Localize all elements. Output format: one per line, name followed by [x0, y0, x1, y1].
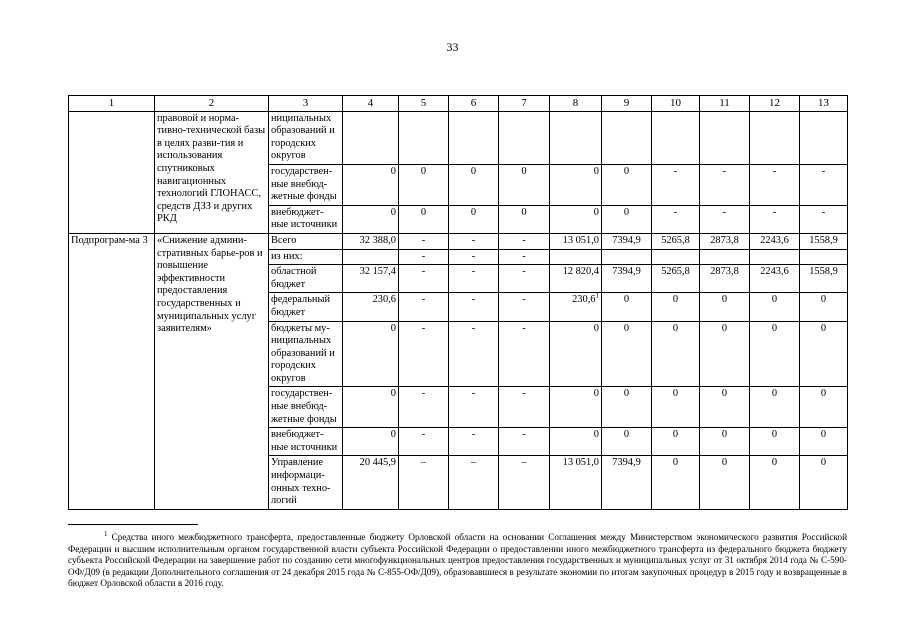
value-text: - — [421, 429, 426, 441]
funding-source-label: Всего — [269, 233, 343, 249]
footnote-reference: 1 — [595, 292, 599, 300]
value-text: 20 445,9 — [359, 457, 396, 469]
value-cell — [800, 321, 848, 387]
value-text: 0 — [672, 457, 679, 469]
value-cell — [800, 233, 848, 249]
value-cell — [700, 233, 750, 249]
value-text: 0 — [771, 457, 778, 469]
page-number: 33 — [446, 40, 459, 54]
value-cell — [343, 387, 399, 428]
column-number-4: 4 — [343, 96, 399, 112]
value-text: - — [673, 206, 678, 218]
value-cell — [449, 387, 499, 428]
value-text: - — [421, 250, 426, 262]
value-cell — [800, 428, 848, 456]
value-text: 0 — [623, 294, 630, 306]
value-text: - — [522, 250, 526, 262]
value-text: 0 — [390, 206, 396, 218]
value-text: 7394,9 — [612, 266, 641, 278]
value-text: 230,6 — [572, 294, 596, 306]
value-cell — [343, 321, 399, 387]
value-cell — [800, 293, 848, 321]
value-text: 2873,8 — [710, 266, 739, 278]
value-text: - — [471, 250, 476, 262]
value-cell — [602, 456, 652, 509]
value-cell — [550, 387, 602, 428]
continuation-program-cell — [69, 111, 155, 233]
value-text: 0 — [820, 388, 827, 400]
value-text: 0 — [820, 429, 827, 441]
value-text: 0 — [672, 294, 679, 306]
value-cell — [499, 111, 550, 164]
value-cell — [399, 205, 449, 233]
value-cell — [652, 428, 700, 456]
column-number-6: 6 — [449, 96, 499, 112]
value-cell — [800, 456, 848, 509]
value-text: 32 157,4 — [359, 266, 396, 278]
value-cell — [652, 387, 700, 428]
column-number-2: 2 — [155, 96, 269, 112]
value-cell — [499, 293, 550, 321]
funding-source-label: внебюджет-ные источники — [269, 428, 343, 456]
value-cell — [399, 321, 449, 387]
value-text: 7394,9 — [612, 457, 641, 469]
value-cell — [652, 111, 700, 164]
value-text: - — [722, 165, 727, 177]
funding-source-label: государствен-ные внебюд-жетные фонды — [269, 164, 343, 205]
funding-source-label: из них: — [269, 249, 343, 265]
value-cell — [449, 321, 499, 387]
value-cell — [343, 111, 399, 164]
value-text: 0 — [470, 165, 477, 177]
value-cell — [399, 249, 449, 265]
value-text: 0 — [771, 322, 778, 334]
value-cell — [800, 205, 848, 233]
value-cell — [399, 428, 449, 456]
value-text: - — [821, 165, 826, 177]
value-cell — [602, 321, 652, 387]
value-cell — [449, 111, 499, 164]
value-cell — [700, 387, 750, 428]
value-cell — [449, 249, 499, 265]
value-cell — [399, 233, 449, 249]
value-cell — [550, 428, 602, 456]
value-cell — [550, 111, 602, 164]
value-text: 13 051,0 — [562, 234, 599, 246]
value-text: 0 — [470, 206, 477, 218]
value-cell — [700, 164, 750, 205]
value-cell — [449, 265, 499, 293]
value-text: 0 — [721, 457, 728, 469]
value-text: - — [722, 206, 727, 218]
value-cell — [652, 265, 700, 293]
value-cell — [499, 164, 550, 205]
value-text: 0 — [593, 165, 599, 177]
value-cell — [550, 249, 602, 265]
value-text: - — [471, 234, 476, 246]
value-text: 7394,9 — [612, 234, 641, 246]
column-number-row — [69, 96, 848, 112]
funding-source-label: Управление информаци-онных техно-логий — [269, 456, 343, 509]
value-text: - — [522, 322, 526, 334]
value-text: - — [522, 388, 526, 400]
value-text: - — [522, 294, 526, 306]
footnote — [68, 529, 847, 590]
value-cell — [343, 293, 399, 321]
value-text: - — [821, 206, 826, 218]
value-text: 0 — [593, 429, 599, 441]
value-cell — [800, 265, 848, 293]
value-cell — [602, 205, 652, 233]
funding-source-label: бюджеты му-ниципальных образований и городских округов — [269, 321, 343, 387]
value-cell — [652, 293, 700, 321]
value-cell — [343, 265, 399, 293]
value-cell — [449, 233, 499, 249]
value-text: - — [471, 429, 476, 441]
funding-source-label: внебюджет-ные источники — [269, 205, 343, 233]
value-text: - — [471, 388, 476, 400]
value-text: - — [421, 388, 426, 400]
value-text: 230,6 — [372, 294, 396, 306]
value-text: 0 — [593, 322, 599, 334]
value-cell — [550, 321, 602, 387]
value-text: 0 — [771, 429, 778, 441]
value-text: 2243,6 — [760, 234, 789, 246]
value-cell — [602, 249, 652, 265]
value-text: 0 — [721, 322, 728, 334]
value-cell — [343, 205, 399, 233]
value-text: 0 — [820, 322, 827, 334]
column-number-5: 5 — [399, 96, 449, 112]
value-text: - — [421, 322, 426, 334]
value-cell — [700, 205, 750, 233]
funding-source-label: федеральный бюджет — [269, 293, 343, 321]
value-cell — [399, 387, 449, 428]
value-cell — [399, 265, 449, 293]
column-number-3: 3 — [269, 96, 343, 112]
value-cell — [652, 249, 700, 265]
value-cell — [499, 249, 550, 265]
value-cell — [499, 265, 550, 293]
value-text: - — [421, 294, 426, 306]
value-text: - — [772, 206, 777, 218]
value-text: 0 — [771, 388, 778, 400]
value-text: 0 — [623, 388, 630, 400]
value-text: – — [420, 457, 427, 469]
value-cell — [449, 428, 499, 456]
value-cell — [499, 205, 550, 233]
value-cell — [652, 321, 700, 387]
value-cell — [700, 111, 750, 164]
value-text: - — [471, 266, 476, 278]
value-text: 0 — [721, 388, 728, 400]
value-text: 0 — [593, 206, 599, 218]
value-text: 0 — [390, 322, 396, 334]
value-text: - — [522, 266, 526, 278]
value-text: 0 — [623, 322, 630, 334]
value-cell — [602, 387, 652, 428]
value-text: - — [471, 322, 476, 334]
value-cell — [750, 249, 800, 265]
value-text: 0 — [820, 294, 827, 306]
value-cell — [550, 265, 602, 293]
footnote-rule — [68, 524, 198, 525]
value-text: – — [521, 457, 527, 469]
value-cell — [550, 293, 602, 321]
value-text: 0 — [623, 165, 630, 177]
funding-source-label: областной бюджет — [269, 265, 343, 293]
value-cell — [750, 111, 800, 164]
value-cell — [602, 164, 652, 205]
value-text: 0 — [390, 388, 396, 400]
value-cell — [652, 233, 700, 249]
value-cell — [602, 428, 652, 456]
column-number-10: 10 — [652, 96, 700, 112]
value-cell — [750, 387, 800, 428]
value-text: 0 — [721, 429, 728, 441]
value-cell — [800, 387, 848, 428]
value-cell — [800, 111, 848, 164]
value-cell — [499, 321, 550, 387]
footnote-mark: 1 — [104, 529, 108, 538]
value-text: 0 — [623, 206, 630, 218]
column-number-13: 13 — [800, 96, 848, 112]
value-cell — [602, 233, 652, 249]
value-cell — [602, 293, 652, 321]
value-text: 0 — [672, 388, 679, 400]
value-cell — [700, 265, 750, 293]
value-text: 0 — [721, 294, 728, 306]
budget-table — [68, 95, 848, 510]
value-cell — [449, 456, 499, 509]
subprogram-description-cell: «Снижение админи-стративных барье-ров и повышение эффективности предоставления государственных и муниципальных услуг заявителям» — [155, 233, 269, 509]
value-cell — [750, 233, 800, 249]
value-cell — [800, 249, 848, 265]
value-text: 0 — [390, 429, 396, 441]
value-text: 0 — [771, 294, 778, 306]
column-number-8: 8 — [550, 96, 602, 112]
value-cell — [652, 205, 700, 233]
value-text: 5265,8 — [661, 234, 690, 246]
value-cell — [399, 456, 449, 509]
value-text: 2243,6 — [760, 266, 789, 278]
value-text: 13 051,0 — [562, 457, 599, 469]
value-text: - — [421, 266, 426, 278]
value-text: 1558,9 — [809, 266, 838, 278]
value-cell — [343, 249, 399, 265]
value-cell — [700, 293, 750, 321]
value-text: 2873,8 — [710, 234, 739, 246]
value-cell — [602, 111, 652, 164]
value-text: 0 — [593, 388, 599, 400]
value-text: – — [470, 457, 477, 469]
value-cell — [602, 265, 652, 293]
value-cell — [750, 205, 800, 233]
value-text: - — [522, 429, 526, 441]
value-cell — [750, 321, 800, 387]
value-cell — [343, 164, 399, 205]
value-text: 0 — [420, 165, 427, 177]
value-cell — [652, 164, 700, 205]
value-cell — [700, 249, 750, 265]
value-cell — [449, 293, 499, 321]
value-cell — [499, 428, 550, 456]
value-cell — [652, 456, 700, 509]
value-cell — [449, 205, 499, 233]
value-cell — [499, 387, 550, 428]
value-cell — [343, 428, 399, 456]
value-cell — [800, 164, 848, 205]
value-cell — [550, 233, 602, 249]
column-number-9: 9 — [602, 96, 652, 112]
continuation-row — [69, 111, 848, 164]
value-cell — [499, 233, 550, 249]
value-cell — [449, 164, 499, 205]
value-cell — [499, 456, 550, 509]
value-text: 0 — [820, 457, 827, 469]
column-number-12: 12 — [750, 96, 800, 112]
value-cell — [750, 265, 800, 293]
value-text: 32 388,0 — [359, 234, 396, 246]
value-text: 0 — [623, 429, 630, 441]
value-text: 1558,9 — [809, 234, 838, 246]
value-text: - — [772, 165, 777, 177]
value-cell — [750, 456, 800, 509]
subprogram-program-cell: Подпрограм-ма 3 — [69, 233, 155, 509]
value-text: 0 — [521, 206, 527, 218]
value-text: 0 — [672, 429, 679, 441]
value-text: 5265,8 — [661, 266, 690, 278]
value-cell — [399, 164, 449, 205]
value-text: 12 820,4 — [562, 266, 599, 278]
value-text: 0 — [420, 206, 427, 218]
column-number-11: 11 — [700, 96, 750, 112]
value-cell — [700, 321, 750, 387]
value-text: 0 — [390, 165, 396, 177]
value-cell — [399, 111, 449, 164]
value-cell — [343, 233, 399, 249]
value-cell — [700, 428, 750, 456]
value-cell — [750, 164, 800, 205]
value-cell — [750, 428, 800, 456]
value-cell — [399, 293, 449, 321]
value-text: - — [673, 165, 678, 177]
funding-source-label: государствен-ные внебюд-жетные фонды — [269, 387, 343, 428]
value-cell — [700, 456, 750, 509]
value-cell — [343, 456, 399, 509]
value-text: - — [522, 234, 526, 246]
subprogram-row — [69, 233, 848, 249]
value-cell — [550, 205, 602, 233]
footnote-text: Средства иного межбюджетного трансферта, предоставленные бюджету Орловской области на основании Соглашения между Министерством экономического развития Российской Федерации и высшим исполнительным органом государственной власти субъекта Российской Федерации о предоставлении иного межбюджетного трансферта из федерального бюджета бюджету субъекта Российской Федерации на завершение работ по созданию сети многофункциональных центров предоставления государственных и муниципальных услуг от 31 октября 2014 года № С-590-ОФ/Д09 (в редакции Дополнительного соглашения от 24 декабря 2015 года № С-855-ОФ/Д09), образовавшиеся в результате экономии по итогам закупочных процедур в 2015 году и возвращенные в бюджет Орловской области в 2016 году. — [68, 532, 847, 589]
value-text: 0 — [672, 322, 679, 334]
funding-source-label: ниципальных образований и городских округов — [269, 111, 343, 164]
column-number-7: 7 — [499, 96, 550, 112]
value-cell — [550, 456, 602, 509]
value-text: 0 — [521, 165, 527, 177]
value-text: - — [471, 294, 476, 306]
value-cell — [550, 164, 602, 205]
continuation-description-cell: правовой и норма-тивно-технической базы в целях разви-тия и использования спутниковых навигационных технологий ГЛОНАСС, средств ДЗЗ и других РКД — [155, 111, 269, 233]
value-text: - — [421, 234, 426, 246]
value-cell — [750, 293, 800, 321]
column-number-1: 1 — [69, 96, 155, 112]
